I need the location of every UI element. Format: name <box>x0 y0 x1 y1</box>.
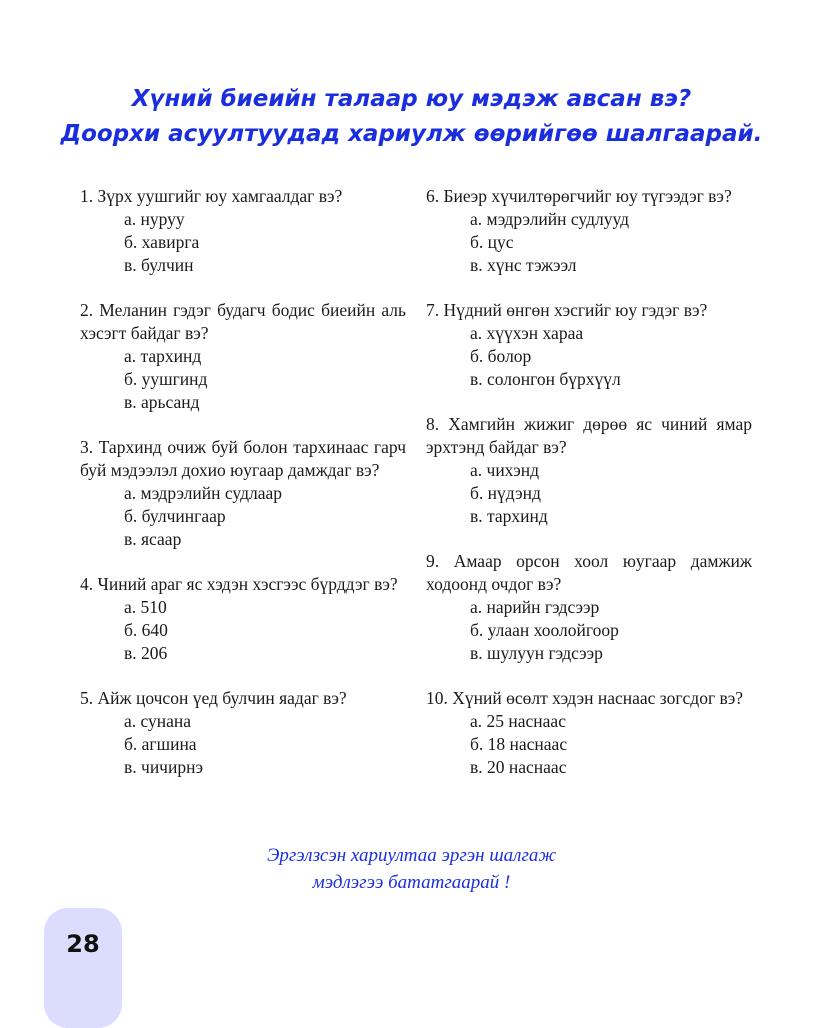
question-item <box>426 185 752 277</box>
answer-option: б. 640 <box>124 620 168 640</box>
question-item <box>80 185 406 277</box>
answer-option: а. сунана <box>124 711 192 731</box>
answer-option: б. 18 наснаас <box>470 734 568 754</box>
question-item <box>80 573 406 665</box>
question-item <box>80 687 406 779</box>
answer-option: б. улаан хоолойгоор <box>470 620 619 640</box>
question-text: 1. Зүрх уушгийг юу хамгаалдаг вэ? <box>80 186 343 206</box>
question-text: 3. Тархинд очиж буй болон тархинаас гарч буй мэдээлэл дохио юугаар дамждаг вэ? <box>80 437 406 480</box>
question-text: 2. Меланин гэдэг будагч бодис биеийн аль хэсэгт байдаг вэ? <box>80 300 406 343</box>
answer-option: в. шулуун гэдсээр <box>470 643 603 663</box>
title-line-1: Хүний биеийн талаар юу мэдэж авсан вэ? <box>131 86 692 112</box>
question-text: 6. Биеэр хүчилтөрөгчийг юу түгээдэг вэ? <box>426 186 732 206</box>
answer-option: в. 206 <box>124 643 168 663</box>
question-text: 4. Чиний араг яс хэдэн хэсгээс бүрддэг вэ? <box>80 574 398 594</box>
question-text: 5. Айж цочсон үед булчин яадаг вэ? <box>80 688 347 708</box>
answer-option: б. болор <box>470 346 532 366</box>
footer-line-1: Эргэлзсэн хариултаа эргэн шалгаж <box>266 845 557 866</box>
answer-option: в. чичирнэ <box>124 757 203 777</box>
question-text: 7. Нүдний өнгөн хэсгийг юу гэдэг вэ? <box>426 300 708 320</box>
question-item <box>80 299 406 414</box>
question-text: 8. Хамгийн жижиг дөрөө яс чиний ямар эрхтэнд байдаг вэ? <box>426 414 752 457</box>
answer-option: б. булчингаар <box>124 506 226 526</box>
answer-option: в. хүнс тэжээл <box>470 255 577 275</box>
answer-option: в. солонгон бүрхүүл <box>470 369 621 389</box>
answer-option: а. 510 <box>124 597 167 617</box>
left-question-column <box>80 185 406 801</box>
question-item <box>426 413 752 528</box>
answer-option: а. чихэнд <box>470 460 539 480</box>
answer-option: а. тархинд <box>124 346 202 366</box>
answer-option: в. 20 наснаас <box>470 757 567 777</box>
page-number: 28 <box>66 930 100 958</box>
answer-option: а. 25 наснаас <box>470 711 566 731</box>
footer-note <box>0 842 823 896</box>
footer-line-2: мэдлэгээ бататгаарай ! <box>312 872 511 893</box>
right-question-column <box>426 185 752 801</box>
answer-option: а. мэдрэлийн судлаар <box>124 483 283 503</box>
answer-option: в. арьсанд <box>124 392 200 412</box>
page-number-tab <box>44 908 122 1028</box>
title-line-2: Доорхи асуултуудад хариулж өөрийгөө шалгаарай. <box>60 121 763 147</box>
answer-option: в. тархинд <box>470 506 548 526</box>
answer-option: а. нарийн гэдсээр <box>470 597 600 617</box>
question-item <box>426 687 752 779</box>
question-item <box>426 299 752 391</box>
question-item <box>80 436 406 551</box>
question-item <box>426 550 752 665</box>
answer-option: в. булчин <box>124 255 194 275</box>
answer-option: б. нүдэнд <box>470 483 541 503</box>
answer-option: б. агшина <box>124 734 197 754</box>
answer-option: б. хавирга <box>124 232 200 252</box>
answer-option: а. хүүхэн хараа <box>470 323 584 343</box>
answer-option: в. ясаар <box>124 529 182 549</box>
answer-option: б. цус <box>470 232 514 252</box>
question-text: 10. Хүний өсөлт хэдэн наснаас зогсдог вэ? <box>426 688 744 708</box>
answer-option: а. мэдрэлийн судлууд <box>470 209 630 229</box>
answer-option: а. нуруу <box>124 209 185 229</box>
question-text: 9. Амаар орсон хоол юугаар дамжиж ходоонд очдог вэ? <box>426 551 752 594</box>
page-title <box>0 82 823 152</box>
answer-option: б. уушгинд <box>124 369 208 389</box>
